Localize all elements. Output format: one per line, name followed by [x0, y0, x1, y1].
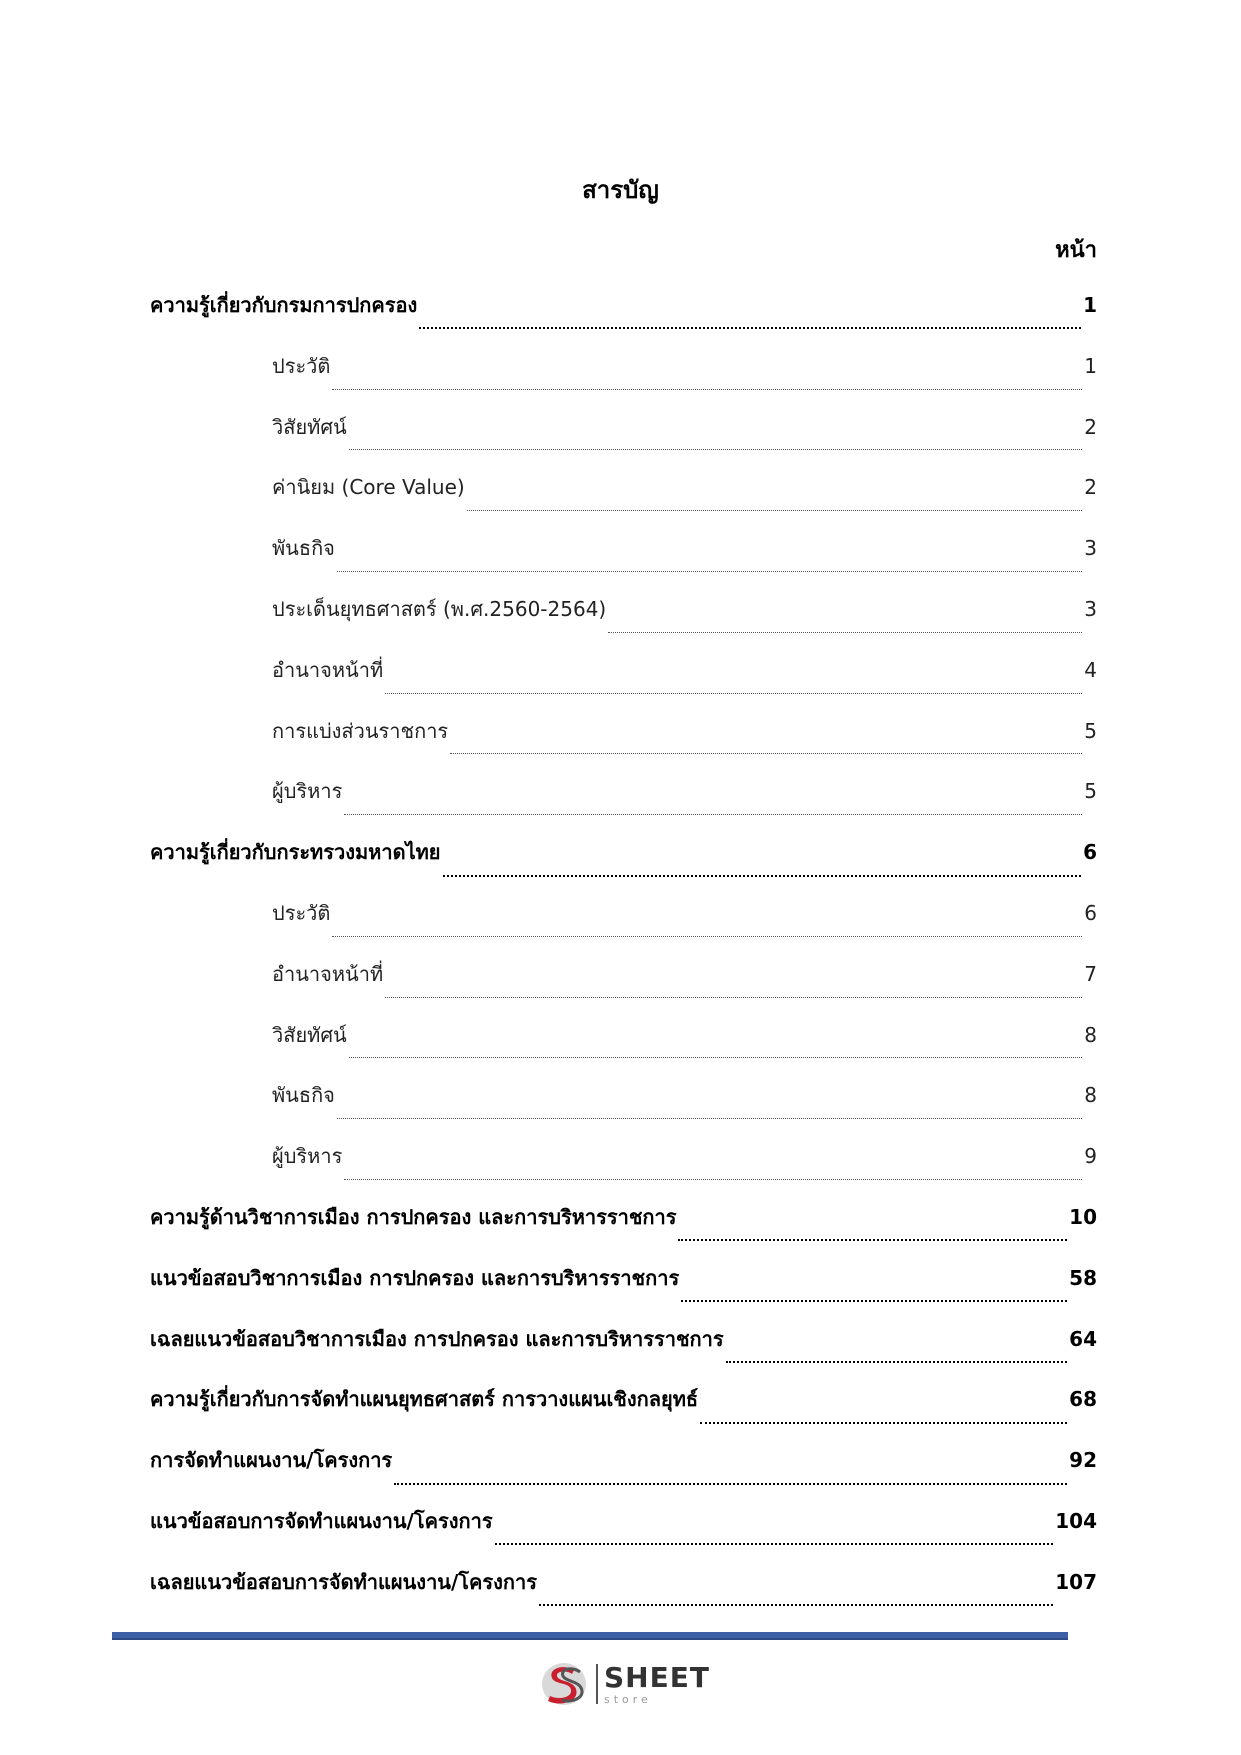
dot-leader	[678, 1239, 1067, 1241]
toc-entry-page-number: 9	[1084, 1144, 1097, 1169]
toc-entry-label: ประวัติ	[272, 900, 331, 925]
page-title: สารบัญ	[582, 176, 659, 204]
toc-subsection-entry	[150, 410, 1097, 471]
toc-entry-label: แนวข้อสอบการจัดทำแผนงาน/โครงการ	[150, 1508, 493, 1533]
toc-entry-label: อำนาจหน้าที่	[272, 657, 384, 682]
toc-subsection-entry	[150, 349, 1097, 410]
toc-section-entry	[150, 1200, 1097, 1261]
dot-leader	[344, 814, 1082, 815]
logo-subword: store	[604, 1692, 652, 1706]
toc-section-entry	[150, 835, 1097, 896]
toc-entry-label: ผู้บริหาร	[272, 779, 343, 804]
logo-word: SHEET	[604, 1660, 710, 1694]
toc-subsection-entry	[150, 896, 1097, 957]
toc-entry-page-number: 58	[1069, 1265, 1097, 1290]
toc-entry-label: วิสัยทัศน์	[272, 414, 347, 439]
dot-leader	[539, 1604, 1053, 1606]
toc-entry-page-number: 3	[1084, 536, 1097, 561]
toc-entry-page-number: 6	[1084, 900, 1097, 925]
toc-section-entry	[150, 1322, 1097, 1383]
toc-subsection-entry	[150, 957, 1097, 1018]
dot-leader	[467, 510, 1083, 511]
toc-section-entry	[150, 1565, 1097, 1626]
toc-entry-label: ค่านิยม (Core Value)	[272, 475, 465, 500]
sheet-store-logo	[540, 1660, 710, 1708]
dot-leader	[450, 753, 1082, 754]
toc-entry-label: ความรู้เกี่ยวกับกรมการปกครอง	[150, 293, 418, 317]
toc-entry-page-number: 10	[1069, 1204, 1097, 1229]
toc-entry-label: แนวข้อสอบวิชาการเมือง การปกครอง และการบริหารราชการ	[150, 1265, 680, 1290]
logo-text	[604, 1660, 710, 1706]
dot-leader	[332, 936, 1082, 937]
toc-entry-page-number: 3	[1084, 596, 1097, 621]
toc-entry-page-number: 104	[1055, 1508, 1097, 1533]
dot-leader	[332, 389, 1082, 390]
toc-entry-page-number: 6	[1083, 840, 1097, 865]
toc-entry-label: อำนาจหน้าที่	[272, 961, 384, 986]
toc-entry-page-number: 1	[1083, 293, 1097, 317]
toc-entry-page-number: 68	[1069, 1387, 1097, 1412]
dot-leader	[608, 632, 1082, 633]
toc-entry-page-number: 1	[1084, 353, 1097, 378]
dot-leader	[700, 1422, 1067, 1424]
toc-subsection-entry	[150, 653, 1097, 714]
toc-subsection-entry	[150, 470, 1097, 531]
dot-leader	[349, 1057, 1083, 1058]
toc-entry-page-number: 7	[1084, 961, 1097, 986]
toc-entry-page-number: 5	[1084, 718, 1097, 743]
toc-entry-page-number: 8	[1084, 1022, 1097, 1047]
table-of-contents	[150, 288, 1097, 1626]
toc-entry-label: การจัดทำแผนงาน/โครงการ	[150, 1448, 393, 1473]
toc-entry-label: ประวัติ	[272, 353, 331, 378]
dot-leader	[349, 449, 1083, 450]
toc-subsection-entry	[150, 592, 1097, 653]
dot-leader	[337, 571, 1082, 572]
toc-subsection-entry	[150, 714, 1097, 775]
toc-subsection-entry	[150, 774, 1097, 835]
footer-divider	[112, 1632, 1068, 1638]
toc-entry-label: วิสัยทัศน์	[272, 1022, 347, 1047]
page-column-header: หน้า	[1055, 238, 1097, 263]
toc-entry-label: ผู้บริหาร	[272, 1144, 343, 1169]
toc-entry-label: การแบ่งส่วนราชการ	[272, 718, 449, 743]
dot-leader	[495, 1543, 1054, 1545]
toc-entry-label: ความรู้เกี่ยวกับกระทรวงมหาดไทย	[150, 840, 441, 865]
toc-entry-page-number: 8	[1084, 1083, 1097, 1108]
toc-subsection-entry	[150, 1139, 1097, 1200]
toc-entry-label: ความรู้เกี่ยวกับการจัดทำแผนยุทธศาสตร์ การวางแผนเชิงกลยุทธ์	[150, 1387, 699, 1412]
dot-leader	[385, 997, 1082, 998]
toc-entry-label: ประเด็นยุทธศาสตร์ (พ.ศ.2560-2564)	[272, 596, 607, 621]
toc-entry-label: ความรู้ด้านวิชาการเมือง การปกครอง และการบริหารราชการ	[150, 1204, 677, 1229]
toc-entry-page-number: 64	[1069, 1326, 1097, 1351]
dot-leader	[344, 1179, 1082, 1180]
toc-section-entry	[150, 1382, 1097, 1443]
toc-entry-label: เฉลยแนวข้อสอบการจัดทำแผนงาน/โครงการ	[150, 1569, 537, 1594]
logo-separator	[596, 1664, 598, 1704]
toc-entry-page-number: 2	[1084, 414, 1097, 439]
dot-leader	[419, 327, 1081, 329]
dot-leader	[681, 1300, 1067, 1302]
toc-subsection-entry	[150, 531, 1097, 592]
toc-entry-label: พันธกิจ	[272, 536, 335, 561]
dot-leader	[337, 1118, 1082, 1119]
toc-section-entry	[150, 288, 1097, 349]
toc-entry-page-number: 107	[1055, 1569, 1097, 1594]
toc-subsection-entry	[150, 1078, 1097, 1139]
toc-section-entry	[150, 1443, 1097, 1504]
toc-entry-page-number: 4	[1084, 657, 1097, 682]
toc-entry-label: พันธกิจ	[272, 1083, 335, 1108]
dot-leader	[443, 875, 1082, 877]
toc-subsection-entry	[150, 1018, 1097, 1079]
toc-entry-label: เฉลยแนวข้อสอบวิชาการเมือง การปกครอง และการบริหารราชการ	[150, 1326, 724, 1351]
toc-entry-page-number: 5	[1084, 779, 1097, 804]
s-logo-icon	[540, 1660, 592, 1708]
toc-section-entry	[150, 1261, 1097, 1322]
toc-entry-page-number: 2	[1084, 475, 1097, 500]
dot-leader	[385, 693, 1082, 694]
dot-leader	[726, 1361, 1068, 1363]
toc-section-entry	[150, 1504, 1097, 1565]
dot-leader	[394, 1483, 1067, 1485]
toc-entry-page-number: 92	[1069, 1448, 1097, 1473]
